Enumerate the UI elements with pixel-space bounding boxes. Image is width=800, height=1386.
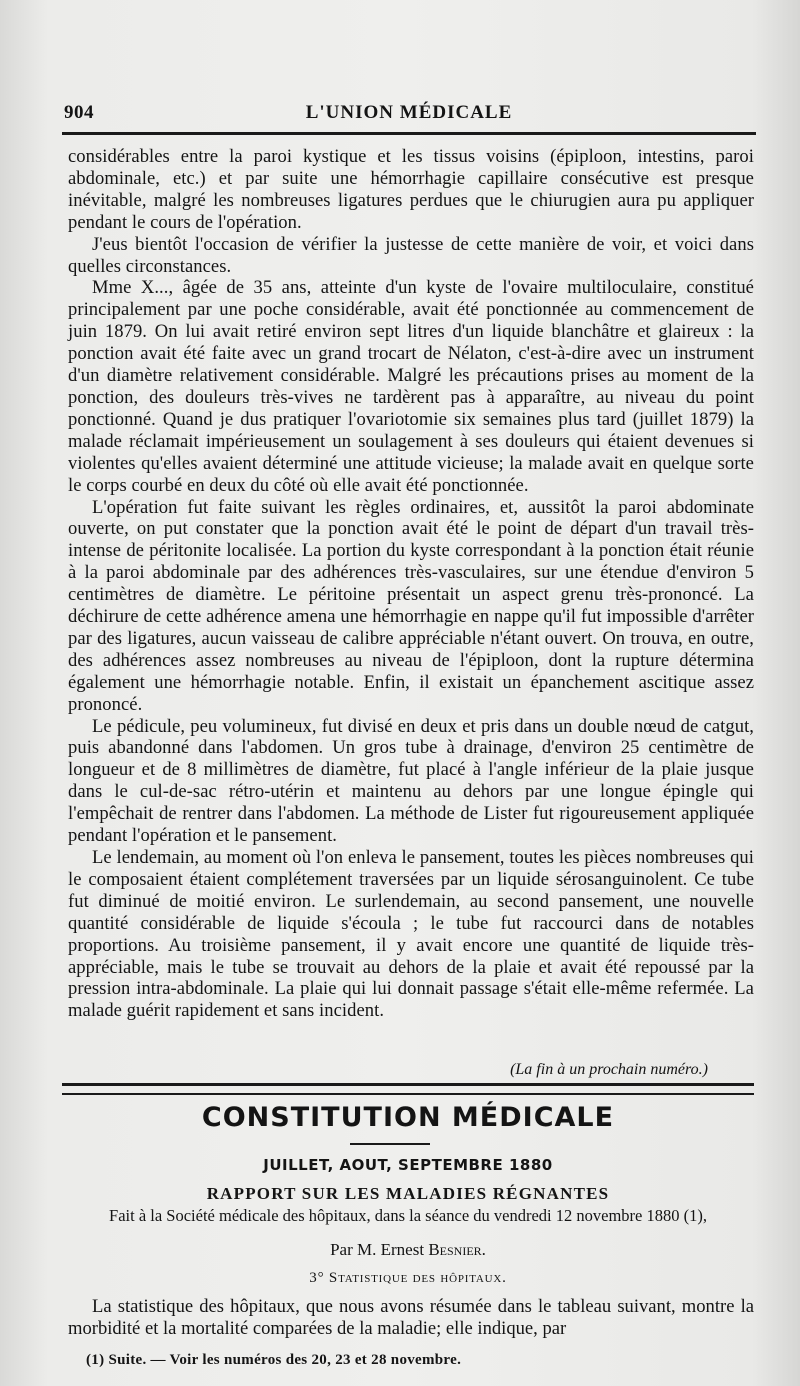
paragraph: La statistique des hôpitaux, que nous avons résumée dans le tableau suivant, montre la morbidité et la mortalité comparées de la maladie; elle indique, par [68, 1296, 754, 1339]
report-heading: RAPPORT SUR LES MALADIES RÉGNANTES [206, 1184, 610, 1203]
paragraph: considérables entre la paroi kystique et les tissus voisins (épiploon, intestins, paroi abdominale, etc.) et par suite une hémorrhagie capillaire consécutive est presque inévitable, malgré les nombreuses ligatures perdues que le chiurugien aura pu appliquer pendant le cours de l'opération. [68, 146, 754, 233]
article-body [68, 146, 754, 1022]
paragraph: Le pédicule, peu volumineux, fut divisé en deux et pris dans un double nœud de catgut, puis abandonné dans l'abdomen. Un gros tube à drainage, d'environ 25 centimètre de longueur et de 8 millimètres de diamètre, fut placé à l'angle inférieur de la plaie jusque dans le cul-de-sac rétro-utérin et maintenu au dehors par une longue épingle qui l'empêchait de rentrer dans l'abdomen. La méthode de Lister fut rigoureusement appliquée pendant l'opération et le pansement. [68, 715, 754, 847]
footnote: (1) Suite. — Voir les numéros des 20, 23 et 28 novembre. [86, 1352, 462, 1368]
report-context: Fait à la Société médicale des hôpitaux, dans la séance du vendredi 12 novembre 1880 (1), [109, 1206, 707, 1225]
page-number: 904 [64, 102, 94, 123]
title-rule [350, 1143, 430, 1145]
paragraph: Mme X..., âgée de 35 ans, atteinte d'un kyste de l'ovaire multiloculaire, constitué principalement par une poche considérable, avait été ponctionnée au commencement de juin 1879. On lui avait retiré environ sept litres d'un liquide blanchâtre et glaireux : la ponction avait été faite avec un grand trocart de Nélaton, c'est-à-dire avec un instrument d'un diamètre relativement considérable. Malgré les précautions prises au moment de la ponction, des douleurs très-vives ne tardèrent pas à apparaître, au niveau du point ponctionné. Quand je dus pratiquer l'ovariotomie six semaines plus tard (juillet 1879) la malade réclamait impérieusement un soulagement à ses douleurs qui étaient devenues si violentes qu'elles avaient déterminé une attitude vicieuse; la malade avait en quelque sorte le corps courbé en deux du côté où elle avait été ponctionnée. [68, 277, 754, 496]
section-body [68, 1296, 754, 1340]
subsection-heading: 3° Statistique des hôpitaux. [309, 1270, 507, 1286]
paragraph: Le lendemain, au moment où l'on enleva le pansement, toutes les pièces nombreuses qui le composaient étaient complétement traversées par un liquide sérosanguinolent. Ce tube fut diminué de moitié environ. Le surlendemain, au second pansement, une nouvelle quantité considérable de liquide s'écoula ; le tube fut raccourci dans de notables proportions. Au troisième pansement, il y avait encore une quantité de liquide très-appréciable, mais le tube se trouvait au dehors de la plaie et avait été repoussé par la pression intra-abdominale. La plaie qui lui donnait passage s'était elle-même refermée. La malade guérit rapidement et sans incident. [68, 847, 754, 1022]
header-rule [62, 132, 756, 135]
section-title: CONSTITUTION MÉDICALE [201, 1102, 615, 1133]
running-title: L'UNION MÉDICALE [305, 102, 513, 123]
page-header [62, 100, 756, 130]
section-divider [62, 1083, 754, 1095]
author-prefix: Par M. Ernest [330, 1240, 429, 1259]
section-dates: JUILLET, AOUT, SEPTEMBRE 1880 [263, 1156, 553, 1174]
paragraph: L'opération fut faite suivant les règles ordinaires, et, aussitôt la paroi abdominate ouverte, on put constater que la ponction avait été le point de départ d'un travail très-intense de péritonite localisée. La portion du kyste correspondant à la ponction était réunie à la paroi abdominale par des adhérences très-vasculaires, sur une étendue d'environ 5 centimètres de diamètre. Le péritoine présentait un aspect grenu très-prononcé. La déchirure de cette adhérence amena une hémorrhagie en nappe qu'il fut impossible d'arrêter par des ligatures, aucun vaisseau de calibre appréciable n'étant ouvert. On trouva, en outre, des adhérences assez nombreuses au niveau de l'épiploon, dont la rupture détermina également une hémorrhagie notable. Enfin, il existait un épanchement ascitique assez prononcé. [68, 496, 754, 715]
continued-note: (La fin à un prochain numéro.) [510, 1061, 708, 1078]
author-surname: Besnier. [428, 1240, 486, 1259]
author-line [62, 1240, 754, 1260]
paragraph: J'eus bientôt l'occasion de vérifier la justesse de cette manière de voir, et voici dans quelles circonstances. [68, 233, 754, 277]
